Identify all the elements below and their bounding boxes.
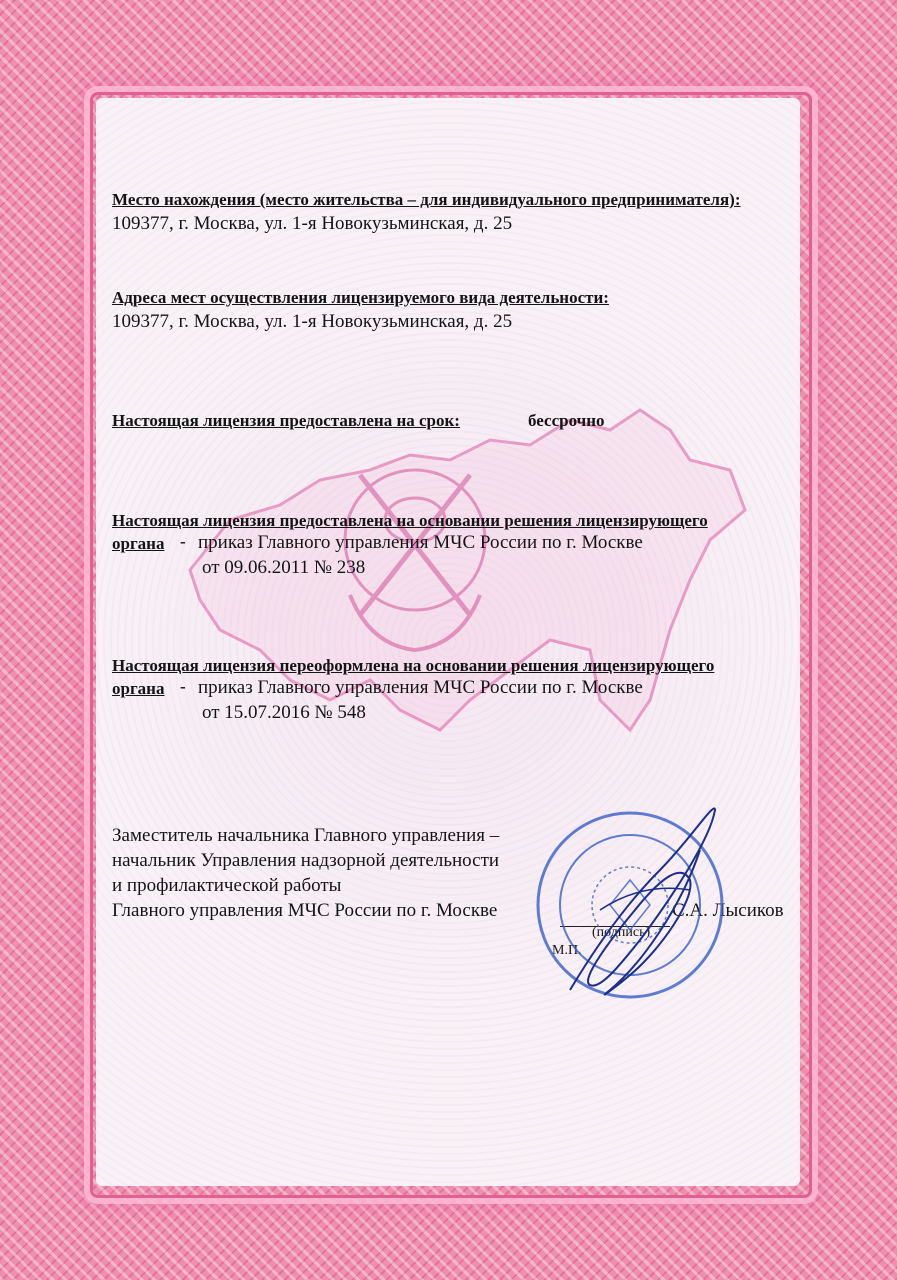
signatory-line2: начальник Управления надзорной деятельности [112, 850, 500, 871]
term-value: бессрочно [528, 411, 605, 430]
location-label: Место нахождения (место жительства – для индивидуального предпринимателя): [112, 190, 741, 209]
signatory-line1: Заместитель начальника Главного управления – [112, 825, 500, 846]
handwritten-signature-icon [540, 790, 740, 1010]
signatory-name: С.А. Лысиков [672, 900, 784, 921]
activity-address-label: Адреса мест осуществления лицензируемого вида деятельности: [112, 288, 609, 307]
signatory-line4: Главного управления МЧС России по г. Москве [112, 900, 498, 921]
basis-granted-label: Настоящая лицензия предоставлена на основании решения лицензирующего [112, 511, 708, 530]
basis-reissued-date-number: от 15.07.2016 № 548 [202, 702, 366, 723]
basis-reissued-dash: - [180, 677, 186, 696]
basis-granted-label-line2: органа [112, 534, 165, 553]
basis-granted-date-number: от 09.06.2011 № 238 [202, 557, 366, 578]
stamp-place-label: М.П. [552, 943, 582, 958]
term-label: Настоящая лицензия предоставлена на срок: [112, 411, 460, 430]
basis-reissued-label-line2: органа [112, 679, 165, 698]
signatory-line3: и профилактической работы [112, 875, 342, 896]
basis-granted-order: приказ Главного управления МЧС России по г. Москве [198, 532, 643, 553]
activity-address-value: 109377, г. Москва, ул. 1-я Новокузьминская, д. 25 [112, 311, 513, 332]
signature-caption: (подпись) [592, 925, 651, 940]
location-value: 109377, г. Москва, ул. 1-я Новокузьминская, д. 25 [112, 213, 513, 234]
basis-reissued-order: приказ Главного управления МЧС России по г. Москве [198, 677, 643, 698]
basis-granted-dash: - [180, 532, 186, 551]
basis-reissued-label: Настоящая лицензия переоформлена на основании решения лицензирующего [112, 656, 715, 675]
